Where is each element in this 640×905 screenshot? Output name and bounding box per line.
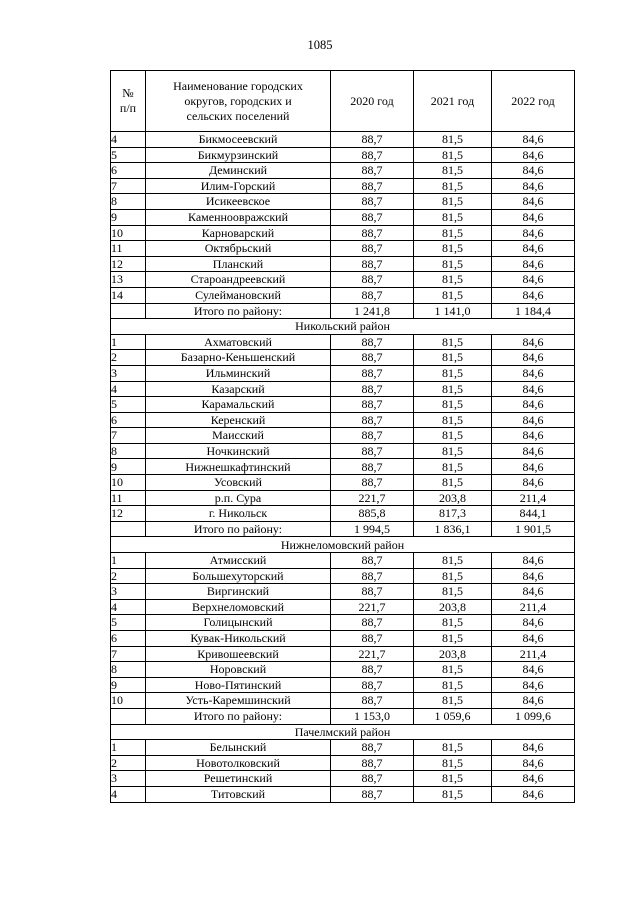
value-2020: 221,7 [331,646,414,662]
value-2021: 81,5 [414,209,492,225]
value-2022: 84,6 [492,381,575,397]
row-name: Голицынский [146,615,331,631]
value-2021: 81,5 [414,350,492,366]
value-2022: 84,6 [492,677,575,693]
value-2020: 88,7 [331,786,414,802]
value-2021: 81,5 [414,194,492,210]
value-2021: 81,5 [414,397,492,413]
value-2021: 81,5 [414,584,492,600]
row-name: Деминский [146,163,331,179]
row-number: 12 [111,506,146,522]
value-2020: 88,7 [331,381,414,397]
value-2020: 88,7 [331,631,414,647]
table-row [111,646,575,662]
row-number: 3 [111,365,146,381]
row-number: 6 [111,163,146,179]
value-2022: 84,6 [492,412,575,428]
section-title: Пачелмский район [111,724,575,740]
value-2022: 84,6 [492,443,575,459]
value-2020: 88,7 [331,755,414,771]
table-row [111,771,575,787]
row-number: 1 [111,740,146,756]
table-row [111,287,575,303]
table-row [111,178,575,194]
value-2020: 88,7 [331,443,414,459]
table-row [111,459,575,475]
table-row [111,334,575,350]
section-title: Никольский район [111,319,575,335]
value-2022: 84,6 [492,459,575,475]
value-2022: 84,6 [492,132,575,148]
row-number: 3 [111,771,146,787]
table-row [111,397,575,413]
row-name: Базарно-Кеньшенский [146,350,331,366]
value-2021: 81,5 [414,631,492,647]
row-number: 6 [111,631,146,647]
table-row [111,381,575,397]
value-2021: 81,5 [414,677,492,693]
row-name: Верхнеломовский [146,599,331,615]
row-number: 8 [111,662,146,678]
value-2021: 81,5 [414,287,492,303]
value-2022: 84,6 [492,568,575,584]
value-2020: 88,7 [331,132,414,148]
table-row [111,599,575,615]
table-row [111,584,575,600]
total-2022: 1 184,4 [492,303,575,319]
total-empty-cell [111,708,146,724]
total-2021: 1 836,1 [414,521,492,537]
row-number: 5 [111,615,146,631]
row-name: р.п. Сура [146,490,331,506]
total-label: Итого по району: [146,303,331,319]
row-name: Планский [146,256,331,272]
row-number: 7 [111,646,146,662]
row-name: Кувак-Никольский [146,631,331,647]
row-number: 10 [111,475,146,491]
value-2022: 84,6 [492,475,575,491]
total-empty-cell [111,521,146,537]
value-2020: 88,7 [331,428,414,444]
value-2020: 88,7 [331,272,414,288]
value-2020: 88,7 [331,287,414,303]
value-2021: 203,8 [414,490,492,506]
row-name: Ночкинский [146,443,331,459]
table-header [111,71,575,132]
value-2020: 88,7 [331,584,414,600]
table-row [111,677,575,693]
row-name: Каменноовражский [146,209,331,225]
value-2022: 84,6 [492,584,575,600]
table-row [111,740,575,756]
value-2022: 84,6 [492,397,575,413]
value-2020: 88,7 [331,225,414,241]
table-row [111,506,575,522]
row-number: 5 [111,397,146,413]
value-2021: 81,5 [414,568,492,584]
row-name: Ильминский [146,365,331,381]
value-2022: 84,6 [492,178,575,194]
value-2021: 81,5 [414,381,492,397]
value-2022: 84,6 [492,287,575,303]
value-2021: 81,5 [414,553,492,569]
value-2022: 84,6 [492,428,575,444]
table-row [111,786,575,802]
value-2020: 221,7 [331,599,414,615]
total-2020: 1 153,0 [331,708,414,724]
table-row [111,350,575,366]
value-2020: 88,7 [331,178,414,194]
table-row [111,490,575,506]
col-header-name: Наименование городских округов, городских и сельских поселений [146,71,331,132]
row-name: Новотолковский [146,755,331,771]
row-name: Маисский [146,428,331,444]
row-number: 14 [111,287,146,303]
value-2020: 88,7 [331,740,414,756]
row-number: 4 [111,599,146,615]
value-2020: 88,7 [331,771,414,787]
row-name: Белынский [146,740,331,756]
value-2020: 88,7 [331,334,414,350]
value-2021: 81,5 [414,771,492,787]
row-name: Бикмурзинский [146,147,331,163]
value-2022: 84,6 [492,272,575,288]
row-number: 6 [111,412,146,428]
value-2021: 81,5 [414,132,492,148]
value-2021: 81,5 [414,147,492,163]
value-2021: 203,8 [414,599,492,615]
page-number: 1085 [307,38,333,52]
row-name: Кривошеевский [146,646,331,662]
table-row [111,475,575,491]
col-header-2022: 2022 год [492,71,575,132]
value-2020: 88,7 [331,412,414,428]
value-2021: 81,5 [414,225,492,241]
total-2021: 1 141,0 [414,303,492,319]
value-2021: 81,5 [414,755,492,771]
value-2022: 84,6 [492,241,575,257]
value-2021: 81,5 [414,662,492,678]
total-2021: 1 059,6 [414,708,492,724]
row-name: Сулеймановский [146,287,331,303]
row-number: 1 [111,334,146,350]
value-2020: 88,7 [331,256,414,272]
table-row [111,241,575,257]
value-2022: 84,6 [492,350,575,366]
value-2021: 81,5 [414,428,492,444]
value-2021: 81,5 [414,740,492,756]
table-row [111,693,575,709]
value-2020: 88,7 [331,209,414,225]
value-2021: 81,5 [414,693,492,709]
table-row [111,209,575,225]
table-row [111,365,575,381]
row-name: Титовский [146,786,331,802]
value-2022: 84,6 [492,755,575,771]
row-number: 5 [111,147,146,163]
value-2022: 211,4 [492,646,575,662]
row-number: 12 [111,256,146,272]
value-2021: 81,5 [414,256,492,272]
row-name: Норовский [146,662,331,678]
value-2022: 84,6 [492,740,575,756]
total-label: Итого по району: [146,708,331,724]
value-2022: 84,6 [492,147,575,163]
section-header-row [111,724,575,740]
row-number: 7 [111,428,146,444]
value-2020: 88,7 [331,615,414,631]
value-2021: 81,5 [414,241,492,257]
value-2020: 88,7 [331,365,414,381]
value-2022: 84,6 [492,553,575,569]
value-2020: 885,8 [331,506,414,522]
table-row [111,428,575,444]
row-number: 9 [111,459,146,475]
value-2022: 84,6 [492,615,575,631]
value-2021: 81,5 [414,334,492,350]
table-row [111,272,575,288]
table-row [111,568,575,584]
total-row [111,303,575,319]
row-name: Ахматовский [146,334,331,350]
value-2022: 84,6 [492,194,575,210]
row-name: Атмисский [146,553,331,569]
value-2022: 844,1 [492,506,575,522]
total-2022: 1 099,6 [492,708,575,724]
value-2021: 81,5 [414,786,492,802]
row-number: 9 [111,209,146,225]
value-2022: 84,6 [492,693,575,709]
value-2020: 88,7 [331,677,414,693]
table-row [111,147,575,163]
value-2021: 81,5 [414,443,492,459]
table-row [111,553,575,569]
value-2021: 81,5 [414,475,492,491]
value-2021: 203,8 [414,646,492,662]
col-header-num [111,71,146,132]
value-2020: 88,7 [331,459,414,475]
row-name: г. Никольск [146,506,331,522]
value-2020: 88,7 [331,163,414,179]
total-2022: 1 901,5 [492,521,575,537]
value-2020: 88,7 [331,241,414,257]
total-row [111,521,575,537]
row-name: Карноварский [146,225,331,241]
value-2021: 81,5 [414,615,492,631]
row-name: Большехуторский [146,568,331,584]
row-number: 3 [111,584,146,600]
table-row [111,412,575,428]
value-2022: 211,4 [492,490,575,506]
value-2022: 84,6 [492,225,575,241]
data-table [110,70,575,803]
value-2022: 211,4 [492,599,575,615]
row-number: 11 [111,490,146,506]
row-name: Нижнешкафтинский [146,459,331,475]
row-name: Староандреевский [146,272,331,288]
row-number: 4 [111,132,146,148]
value-2022: 84,6 [492,771,575,787]
row-number: 10 [111,225,146,241]
value-2020: 88,7 [331,693,414,709]
row-name: Усовский [146,475,331,491]
value-2022: 84,6 [492,662,575,678]
section-header-row [111,537,575,553]
value-2022: 84,6 [492,631,575,647]
total-2020: 1 241,8 [331,303,414,319]
row-number: 2 [111,350,146,366]
total-empty-cell [111,303,146,319]
value-2020: 88,7 [331,397,414,413]
value-2022: 84,6 [492,163,575,179]
row-number: 9 [111,677,146,693]
row-number: 2 [111,568,146,584]
table-row [111,662,575,678]
row-number: 10 [111,693,146,709]
value-2022: 84,6 [492,334,575,350]
row-number: 13 [111,272,146,288]
total-label: Итого по району: [146,521,331,537]
table-row [111,194,575,210]
row-number: 11 [111,241,146,257]
col-header-num-text: № п/п [119,86,137,115]
row-name: Усть-Каремшинский [146,693,331,709]
section-header-row [111,319,575,335]
row-name: Ново-Пятинский [146,677,331,693]
value-2021: 817,3 [414,506,492,522]
value-2020: 88,7 [331,147,414,163]
row-number: 4 [111,786,146,802]
col-header-2021: 2021 год [414,71,492,132]
row-number: 7 [111,178,146,194]
row-name: Виргинский [146,584,331,600]
table-row [111,163,575,179]
table-row [111,256,575,272]
value-2021: 81,5 [414,272,492,288]
table-body [111,132,575,803]
value-2022: 84,6 [492,786,575,802]
table-row [111,631,575,647]
row-name: Илим-Горский [146,178,331,194]
value-2020: 88,7 [331,662,414,678]
table-row [111,225,575,241]
value-2022: 84,6 [492,365,575,381]
value-2021: 81,5 [414,163,492,179]
value-2021: 81,5 [414,365,492,381]
row-name: Бикмосеевский [146,132,331,148]
table-row [111,443,575,459]
row-name: Керенский [146,412,331,428]
value-2021: 81,5 [414,178,492,194]
value-2020: 88,7 [331,194,414,210]
row-name: Решетинский [146,771,331,787]
table-row [111,615,575,631]
value-2021: 81,5 [414,459,492,475]
value-2020: 88,7 [331,568,414,584]
row-name: Исикеевское [146,194,331,210]
value-2020: 221,7 [331,490,414,506]
section-title: Нижнеломовский район [111,537,575,553]
row-number: 2 [111,755,146,771]
row-number: 8 [111,194,146,210]
col-header-2020: 2020 год [331,71,414,132]
table-row [111,132,575,148]
value-2021: 81,5 [414,412,492,428]
row-number: 1 [111,553,146,569]
total-2020: 1 994,5 [331,521,414,537]
value-2020: 88,7 [331,475,414,491]
row-name: Карамальский [146,397,331,413]
row-number: 4 [111,381,146,397]
row-name: Октябрьский [146,241,331,257]
row-number: 8 [111,443,146,459]
table-row [111,755,575,771]
value-2020: 88,7 [331,350,414,366]
row-name: Казарский [146,381,331,397]
value-2022: 84,6 [492,256,575,272]
total-row [111,708,575,724]
value-2022: 84,6 [492,209,575,225]
value-2020: 88,7 [331,553,414,569]
